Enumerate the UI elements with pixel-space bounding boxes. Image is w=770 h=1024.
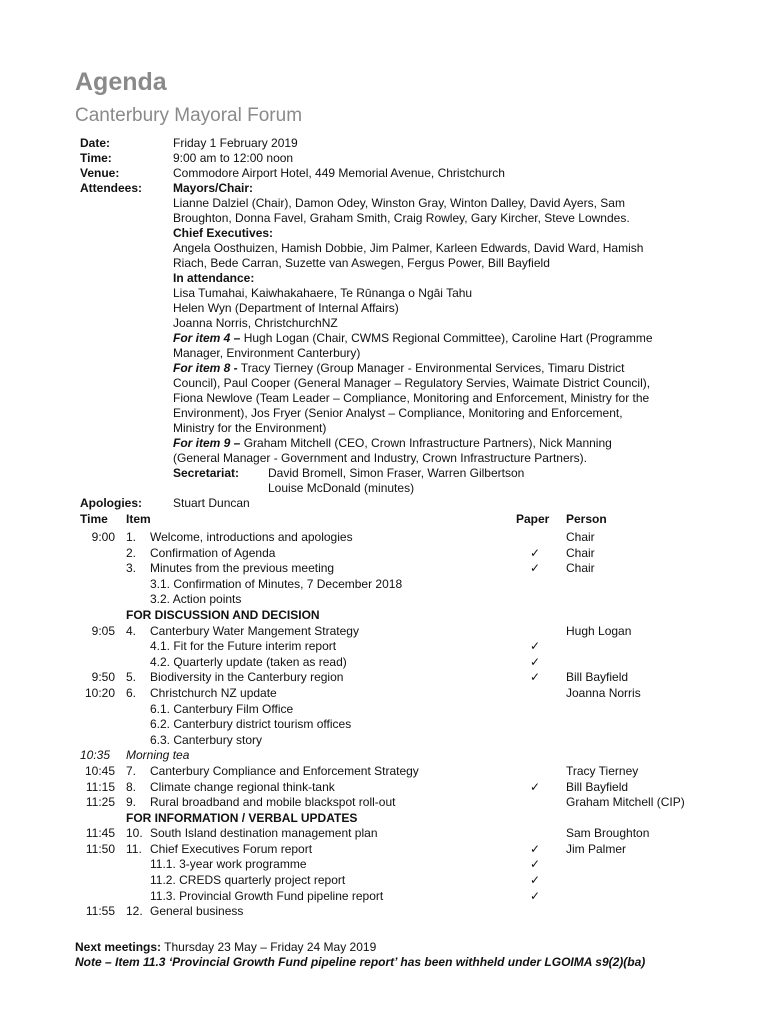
agenda-subrow [80, 873, 700, 889]
time-row [80, 151, 700, 166]
agenda-header [80, 512, 700, 530]
date-row [80, 136, 700, 151]
item4-attendees [173, 331, 700, 346]
in-attendance-line: Lisa Tumahai, Kaiwhakahaere, Te Rūnanga o Ngāi Tahu [173, 286, 473, 300]
agenda-subrow [80, 733, 700, 749]
row-person: Joanna Norris [566, 685, 641, 700]
row-number: 11. [126, 841, 142, 856]
agenda-row [80, 904, 700, 920]
item8-attendees [173, 361, 700, 376]
row-time: 10:20 [84, 685, 115, 700]
agenda-row [80, 780, 700, 796]
secretariat-names: David Bromell, Simon Fraser, Warren Gilbertson [268, 466, 525, 480]
row-item: Rural broadband and mobile blackspot roll-out [150, 795, 396, 810]
attendees-label: Attendees: [80, 181, 143, 195]
footer-notes [75, 940, 645, 970]
time-label: Time: [80, 151, 112, 165]
agenda-row [80, 686, 700, 702]
item9-text: Graham Mitchell (CEO, Crown Infrastructure Partners), Nick Manning [240, 436, 612, 450]
check-icon: ✓ [530, 841, 541, 856]
row-subitem: 11.2. CREDS quarterly project report [150, 873, 346, 888]
agenda-row [80, 561, 700, 577]
secretariat-minutes: Louise McDonald (minutes) [268, 481, 415, 495]
row-person: Graham Mitchell (CIP) [566, 795, 685, 810]
in-attendance-heading: In attendance: [173, 271, 255, 285]
row-item: Confirmation of Agenda [150, 545, 276, 560]
row-number: 4. [126, 623, 137, 638]
row-number: 7. [126, 763, 137, 778]
agenda-row [80, 842, 700, 858]
item8-text: Tracy Tierney (Group Manager - Environmental Services, Timaru District [237, 361, 625, 375]
chief-executives-heading: Chief Executives: [173, 226, 274, 240]
section-heading [80, 811, 700, 827]
row-time: 11:25 [85, 795, 115, 810]
in-attendance-line: Joanna Norris, ChristchurchNZ [173, 316, 338, 330]
item8-attendees-cont: Environment), Jos Fryer (Senior Analyst – Compliance, Monitoring and Enforcement, [173, 406, 623, 420]
agenda-subrow [80, 655, 700, 671]
row-person: Chair [566, 545, 595, 560]
meeting-details [80, 136, 700, 511]
secretariat-row [173, 481, 700, 496]
row-time: 11:15 [85, 779, 115, 794]
check-icon: ✓ [530, 670, 541, 685]
row-item: Welcome, introductions and apologies [150, 530, 353, 544]
row-person: Bill Bayfield [566, 779, 629, 794]
row-time: 10:35 [80, 748, 111, 763]
row-time: 10:45 [84, 763, 115, 778]
venue-value: Commodore Airport Hotel, 449 Memorial Avenue, Christchurch [173, 166, 505, 180]
check-icon: ✓ [530, 561, 541, 576]
row-time: 11:50 [85, 841, 115, 856]
item9-lead: For item 9 – [173, 436, 241, 450]
row-number: 6. [126, 685, 137, 700]
secretariat-row [173, 466, 700, 481]
row-item: South Island destination management plan [150, 826, 378, 841]
header-time: Time [80, 512, 108, 526]
item8-attendees-cont: Ministry for the Environment) [173, 421, 327, 435]
row-time: 9:05 [91, 623, 115, 638]
check-icon: ✓ [530, 639, 541, 654]
agenda-row [80, 624, 700, 640]
withheld-note: Note – Item 11.3 ‘Provincial Growth Fund pipeline report’ has been withheld under LGOIMA s9(2)(ba) [75, 955, 646, 969]
agenda-subrow [80, 857, 700, 873]
agenda-table [80, 512, 700, 920]
row-number: 9. [126, 795, 137, 810]
agenda-row [80, 546, 700, 562]
row-item: General business [150, 904, 244, 919]
page-title: Agenda [75, 68, 167, 96]
row-time: 11:45 [85, 826, 115, 841]
row-subitem: 6.2. Canterbury district tourism offices [150, 717, 352, 732]
row-item: Climate change regional think-tank [150, 779, 335, 794]
attendees-list [173, 181, 700, 496]
row-person: Tracy Tierney [566, 763, 639, 778]
secretariat-label: Secretariat: [173, 466, 240, 480]
row-subitem: 3.1. Confirmation of Minutes, 7 December 2018 [150, 576, 403, 591]
row-item: Morning tea [126, 748, 190, 763]
item8-lead: For item 8 - [173, 361, 238, 375]
row-time: 11:55 [85, 904, 115, 919]
agenda-subrow [80, 639, 700, 655]
row-item: Canterbury Compliance and Enforcement Strategy [150, 763, 419, 778]
row-number: 10. [126, 826, 143, 841]
check-icon: ✓ [530, 654, 541, 669]
agenda-row [80, 530, 700, 546]
row-person: Chair [566, 530, 595, 544]
mayors-line: Broughton, Donna Favel, Graham Smith, Craig Rowley, Gary Kircher, Steve Lowndes. [173, 211, 630, 225]
row-person: Jim Palmer [566, 841, 627, 856]
chief-executives-line: Angela Oosthuizen, Hamish Dobbie, Jim Palmer, Karleen Edwards, David Ward, Hamish [173, 241, 644, 255]
secretariat-spacer [173, 481, 268, 496]
row-item: Biodiversity in the Canterbury region [150, 670, 344, 685]
agenda-subrow [80, 577, 700, 593]
mayors-heading: Mayors/Chair: [173, 181, 254, 195]
check-icon: ✓ [530, 857, 541, 872]
agenda-row [80, 795, 700, 811]
mayors-line: Lianne Dalziel (Chair), Damon Odey, Winston Gray, Winton Dalley, David Ayers, Sam [173, 196, 625, 210]
row-number: 5. [126, 670, 137, 685]
agenda-subrow [80, 592, 700, 608]
row-time: 9:00 [91, 530, 115, 544]
time-value: 9:00 am to 12:00 noon [173, 151, 294, 165]
row-number: 2. [126, 545, 137, 560]
item9-attendees-cont: (General Manager - Government and Industry, Crown Infrastructure Partners). [173, 451, 587, 465]
row-person: Hugh Logan [566, 623, 632, 638]
in-attendance-line: Helen Wyn (Department of Internal Affairs) [173, 301, 399, 315]
row-subitem: 4.2. Quarterly update (taken as read) [150, 654, 347, 669]
agenda-subrow [80, 717, 700, 733]
row-person: Bill Bayfield [566, 670, 629, 685]
date-label: Date: [80, 136, 111, 150]
row-person: Chair [566, 561, 595, 576]
next-meetings-text: Thursday 23 May – Friday 24 May 2019 [161, 940, 377, 954]
item8-attendees-cont: Council), Paul Cooper (General Manager – Regulatory Servies, Waimate District Council), [173, 376, 651, 390]
row-item: Minutes from the previous meeting [150, 561, 335, 576]
section-title: FOR INFORMATION / VERBAL UPDATES [126, 810, 358, 825]
row-number: 3. [126, 561, 137, 576]
agenda-row [80, 670, 700, 686]
chief-executives-line: Riach, Bede Carran, Suzette van Aswegen, Fergus Power, Bill Bayfield [173, 256, 550, 270]
item9-attendees [173, 436, 700, 451]
venue-row [80, 166, 700, 181]
agenda-row [80, 826, 700, 842]
row-subitem: 3.2. Action points [150, 592, 242, 607]
row-subitem: 6.3. Canterbury story [150, 732, 263, 747]
agenda-subrow [80, 889, 700, 905]
check-icon: ✓ [530, 545, 541, 560]
row-number: 1. [126, 530, 137, 544]
item4-lead: For item 4 – [173, 331, 241, 345]
section-title: FOR DISCUSSION AND DECISION [126, 607, 320, 622]
next-meetings-label: Next meetings: [75, 940, 162, 954]
header-person: Person [566, 512, 607, 526]
item4-text: Hugh Logan (Chair, CWMS Regional Committee), Caroline Hart (Programme [240, 331, 653, 345]
row-item: Christchurch NZ update [150, 685, 277, 700]
next-meetings [75, 940, 645, 955]
date-value: Friday 1 February 2019 [173, 136, 298, 150]
header-paper: Paper [516, 512, 550, 526]
page-subtitle: Canterbury Mayoral Forum [75, 105, 303, 126]
check-icon: ✓ [530, 779, 541, 794]
apologies-row [80, 496, 700, 511]
section-heading [80, 608, 700, 624]
agenda-subrow [80, 702, 700, 718]
row-number: 8. [126, 779, 137, 794]
apologies-value: Stuart Duncan [173, 496, 250, 510]
row-item: Chief Executives Forum report [150, 841, 313, 856]
row-time: 9:50 [91, 670, 115, 685]
row-item: Canterbury Water Mangement Strategy [150, 623, 359, 638]
row-subitem: 6.1. Canterbury Film Office [150, 701, 294, 716]
agenda-row [80, 764, 700, 780]
row-number: 12. [126, 904, 143, 919]
attendees-row [80, 181, 700, 496]
row-subitem: 11.3. Provincial Growth Fund pipeline report [150, 888, 384, 903]
row-person: Sam Broughton [566, 826, 650, 841]
check-icon: ✓ [530, 888, 541, 903]
venue-label: Venue: [80, 166, 120, 180]
item8-attendees-cont: Fiona Newlove (Team Leader – Compliance, Monitoring and Enforcement, Ministry for the [173, 391, 650, 405]
check-icon: ✓ [530, 873, 541, 888]
apologies-label: Apologies: [80, 496, 142, 510]
header-item: Item [126, 512, 151, 526]
agenda-break-row [80, 748, 700, 764]
item4-attendees-cont: Manager, Environment Canterbury) [173, 346, 361, 360]
row-subitem: 4.1. Fit for the Future interim report [150, 639, 337, 654]
row-subitem: 11.1. 3-year work programme [150, 857, 307, 872]
